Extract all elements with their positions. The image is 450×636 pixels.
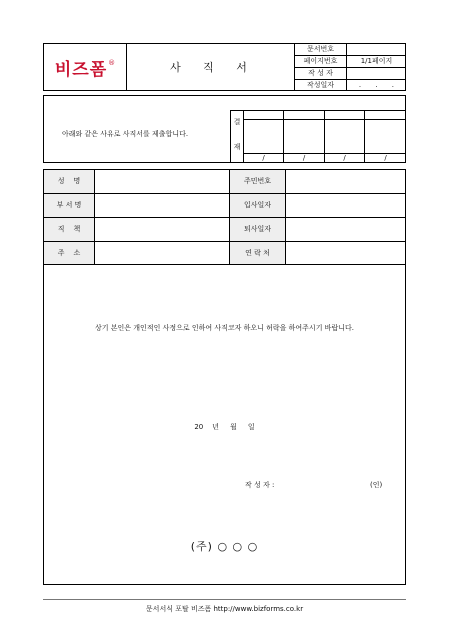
approval-label-jae: 재 (233, 142, 241, 151)
field-department[interactable] (95, 194, 229, 217)
info-value-doc-number (347, 44, 406, 55)
info-value-author (347, 68, 406, 79)
info-value-date: . . . (358, 81, 400, 89)
field-resign-date[interactable] (286, 218, 406, 241)
label-resign-date: 퇴사일자 (243, 225, 272, 233)
date-line: 20 년 월 일 (194, 422, 255, 431)
label-name: 성 명 (57, 177, 81, 185)
field-resident-number[interactable] (286, 170, 406, 193)
info-label-date: 작성일자 (306, 81, 335, 89)
resignation-statement: 상기 본인은 개인적인 사정으로 인하여 사직코자 하오니 허락을 하여주시기 바랍니다. (95, 323, 354, 332)
footer-text: 문서서식 포탈 비즈폼 http://www.bizforms.co.kr (145, 604, 304, 613)
info-label-author: 작 성 자 (308, 69, 333, 77)
logo-text: 비즈폼 (54, 59, 108, 80)
field-position[interactable] (95, 218, 229, 241)
field-contact[interactable] (286, 242, 406, 265)
footer-rule (43, 599, 406, 600)
info-label-page-number: 페이지번호 (303, 57, 338, 65)
approval-title-line (243, 119, 406, 120)
label-position: 직 책 (57, 225, 81, 233)
info-label-doc-number: 문서번호 (306, 45, 335, 53)
company-logo (44, 44, 126, 90)
label-department: 부 서 명 (56, 201, 82, 209)
label-address: 주 소 (57, 249, 81, 257)
logo-registered-mark: ® (108, 58, 116, 67)
writer-label: 작 성 자 : (245, 481, 275, 489)
intro-text: 아래와 같은 사유로 사직서를 제출합니다. (62, 130, 189, 138)
field-address[interactable] (95, 242, 229, 265)
field-join-date[interactable] (286, 194, 406, 217)
approval-date-mark-3: / (343, 154, 346, 162)
approval-date-mark-4: / (384, 154, 387, 162)
company-name: (주) ○ ○ ○ (190, 540, 259, 553)
approval-date-mark-2: / (302, 154, 306, 162)
label-join-date: 입사일자 (243, 201, 272, 209)
document-title: 사 직 서 (170, 61, 250, 74)
info-value-page-number: 1/1페이지 (360, 57, 393, 65)
approval-date-mark-1: / (262, 154, 265, 162)
label-contact: 연 락 처 (245, 249, 270, 257)
label-resident-number: 주민번호 (243, 177, 272, 185)
seal-label: (인) (370, 481, 383, 489)
field-name[interactable] (95, 170, 229, 193)
approval-label-gyeol: 결 (233, 117, 241, 126)
